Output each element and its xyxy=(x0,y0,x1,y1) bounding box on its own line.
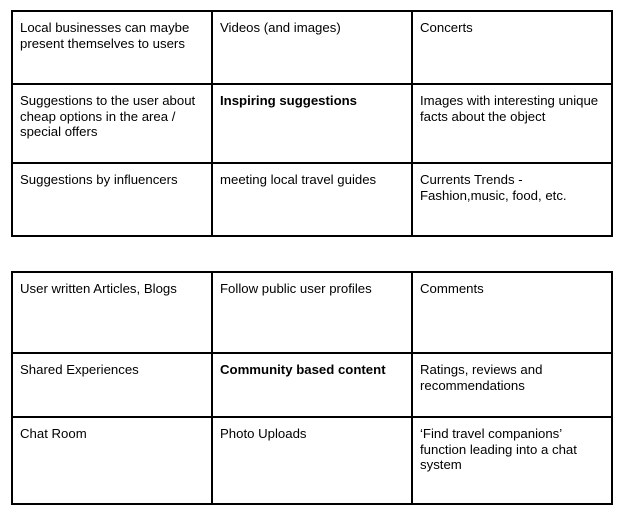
table-cell: User written Articles, Blogs xyxy=(12,272,212,353)
table-row xyxy=(12,353,612,417)
table-cell: Chat Room xyxy=(12,417,212,504)
table-row xyxy=(12,11,612,84)
table-row xyxy=(12,272,612,353)
table-cell: Shared Experiences xyxy=(12,353,212,417)
table-center-heading: Community based content xyxy=(212,353,412,417)
table-row xyxy=(12,417,612,504)
table-cell: Currents Trends - Fashion,music, food, etc. xyxy=(412,163,612,236)
table-cell: Photo Uploads xyxy=(212,417,412,504)
inspiring-suggestions-table xyxy=(11,10,613,237)
table-cell: meeting local travel guides xyxy=(212,163,412,236)
table-cell: Follow public user profiles xyxy=(212,272,412,353)
table-row xyxy=(12,163,612,236)
table-cell: Suggestions to the user about cheap options in the area / special offers xyxy=(12,84,212,163)
table-cell: Local businesses can maybe present themselves to users xyxy=(12,11,212,84)
table-cell: ‘Find travel companions’ function leading into a chat system xyxy=(412,417,612,504)
table-center-heading: Inspiring suggestions xyxy=(212,84,412,163)
table-row xyxy=(12,84,612,163)
table-cell: Ratings, reviews and recommendations xyxy=(412,353,612,417)
table-cell: Concerts xyxy=(412,11,612,84)
table-cell: Comments xyxy=(412,272,612,353)
community-content-table xyxy=(11,271,613,505)
table-cell: Videos (and images) xyxy=(212,11,412,84)
table-cell: Images with interesting unique facts about the object xyxy=(412,84,612,163)
table-cell: Suggestions by influencers xyxy=(12,163,212,236)
